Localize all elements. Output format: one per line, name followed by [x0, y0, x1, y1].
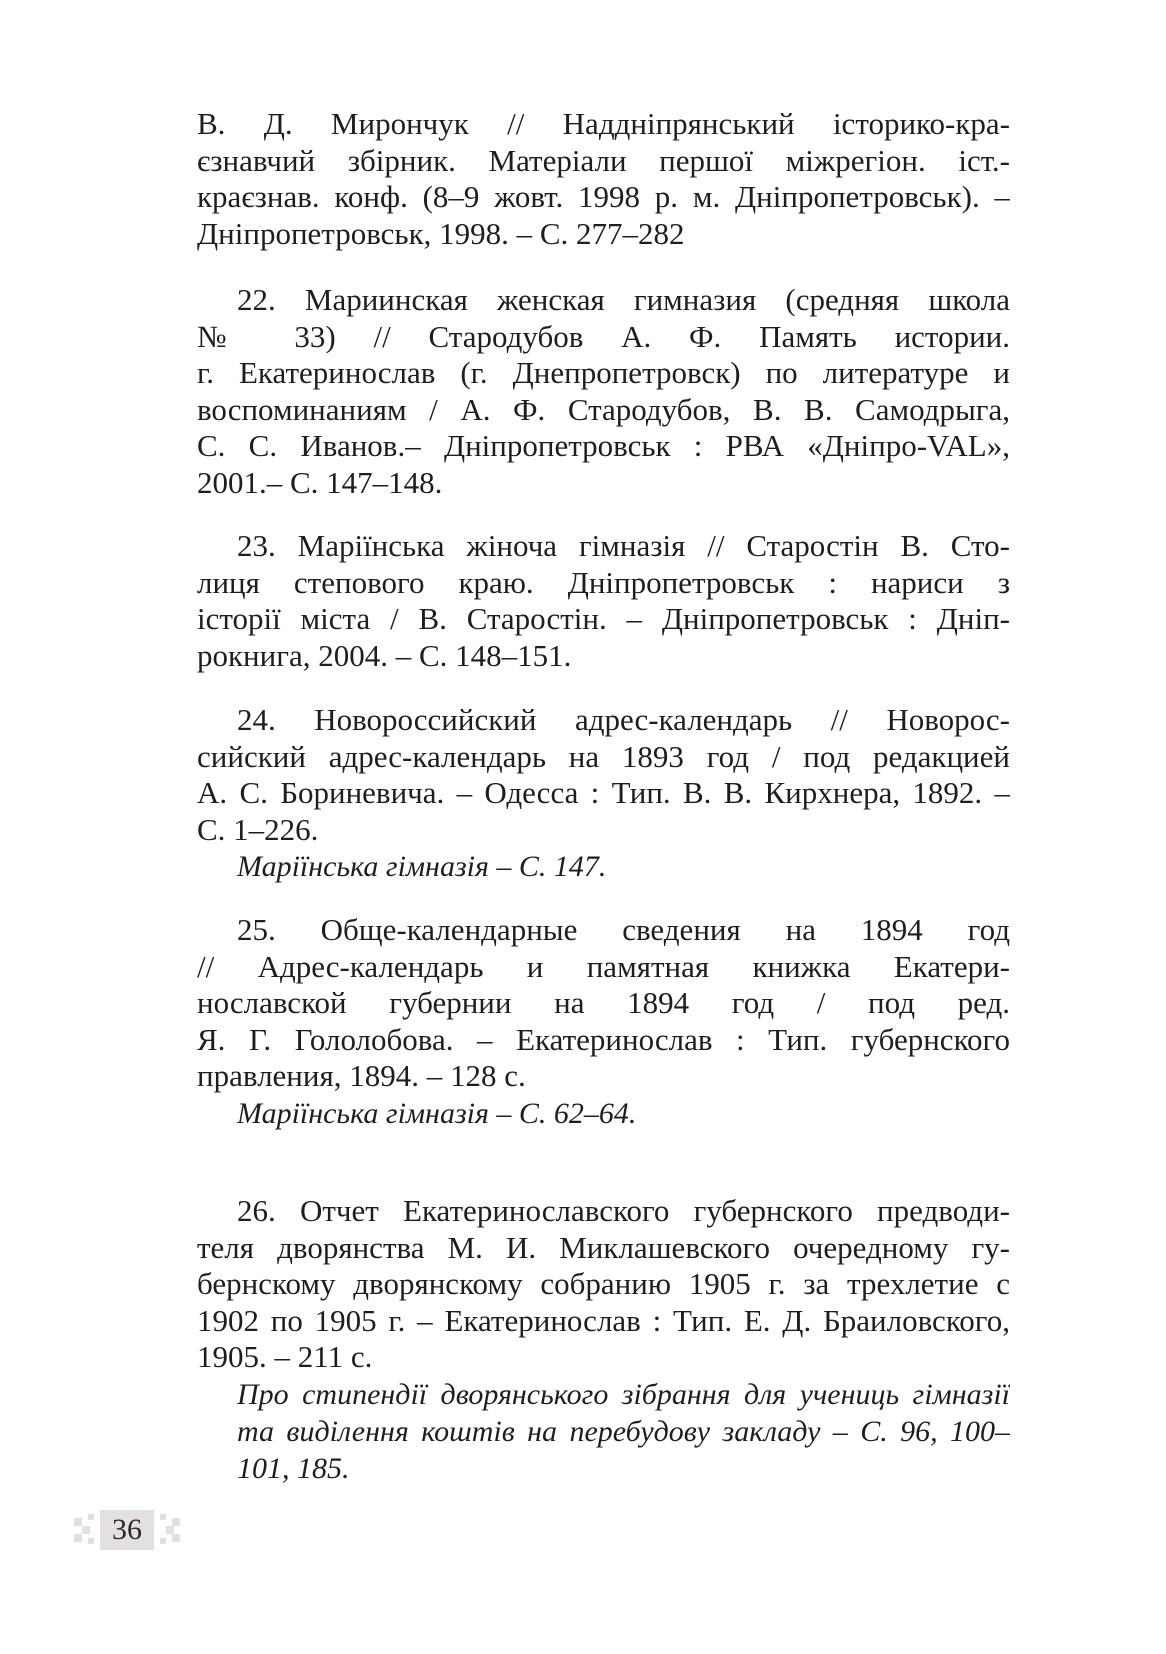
- entry-line: С. С. Иванов.– Дніпропетровськ : РВА «Дніпро-VAL»,: [197, 428, 1010, 463]
- entry-annotation: Маріїнська гімназія – С. 62–64.: [237, 1096, 637, 1130]
- entry-line: єзнавчий збірник. Матеріали першої міжрегіон. іст.-: [197, 142, 1010, 178]
- entry-line: 22. Мариинская женская гимназия (средняя школа: [237, 282, 1010, 317]
- entry-line: Дніпропетровськ, 1998. – С. 277–282: [197, 215, 685, 251]
- entry-line: В. Д. Мирончук // Наддніпрянський історико-кра-: [197, 106, 1010, 141]
- entry-line: А. С. Бориневича. – Одесса : Тип. В. В. Кирхнера, 1892. –: [197, 775, 1010, 810]
- entry-line: історії міста / В. Старостін. – Дніпропетровськ : Дніп-: [197, 601, 1010, 636]
- entry-line: С. 1–226.: [197, 811, 319, 847]
- entry-line: Я. Г. Гололобова. – Екатеринослав : Тип. губернского: [197, 1021, 1010, 1057]
- entry-annotation: Маріїнська гімназія – С. 147.: [237, 850, 607, 883]
- entry-line: № 33) // Стародубов А. Ф. Память истории.: [197, 318, 1010, 354]
- entry-line: // Адрес-календарь и памятная книжка Екатери-: [197, 948, 1010, 984]
- bibliography-entry-26: [197, 1193, 1010, 1487]
- bibliography-entry-22: [197, 282, 1010, 501]
- entry-line: 2001.– С. 147–148.: [197, 464, 443, 500]
- entry-annotation: та виділення коштів на перебудову закладу – С. 96, 100–: [237, 1414, 1010, 1448]
- entry-annotation: Про стипендії дворянського зібрання для учениць гімназії: [237, 1377, 1010, 1411]
- entry-line: лиця степового краю. Дніпропетровськ : нариси з: [197, 564, 1010, 600]
- bibliography-entry-23: [197, 528, 1010, 674]
- entry-line: бернскому дворянскому собранию 1905 г. за трехлетие с: [197, 1266, 1010, 1301]
- bibliography-entry-25: [197, 912, 1010, 1132]
- entry-line: 26. Отчет Екатеринославского губернского предводи-: [237, 1193, 1010, 1228]
- entry-annotation: 101, 185.: [237, 1451, 350, 1485]
- bibliography-entry-21-continued: [197, 106, 1010, 252]
- entry-line: теля дворянства М. И. Миклашевского очередному гу-: [197, 1229, 1010, 1265]
- entry-line: сийский адрес-календарь на 1893 год / под редакцией: [197, 738, 1010, 774]
- entry-line: нославской губернии на 1894 год / под ред.: [197, 985, 1010, 1020]
- entry-line: 1905. – 211 с.: [197, 1339, 373, 1374]
- entry-line: 1902 по 1905 г. – Екатеринослав : Тип. Е. Д. Браиловского,: [197, 1302, 1010, 1338]
- entry-line: воспоминаниям / А. Ф. Стародубов, В. В. Самодрыга,: [197, 391, 1010, 427]
- entry-line: рокнига, 2004. – С. 148–151.: [197, 637, 572, 673]
- entry-line: 25. Обще-календарные сведения на 1894 год: [237, 912, 1010, 947]
- entry-line: 24. Новороссийский адрес-календарь // Новорос-: [237, 702, 1010, 737]
- page-number-badge: [74, 1510, 180, 1550]
- entry-line: краєзнав. конф. (8–9 жовт. 1998 р. м. Дніпропетровськ). –: [197, 179, 1010, 214]
- bibliography-entry-24: [197, 702, 1010, 885]
- page-number: 36: [112, 1513, 142, 1546]
- entry-line: правления, 1894. – 128 с.: [197, 1058, 526, 1093]
- entry-line: г. Екатеринослав (г. Днепропетровск) по литературе и: [197, 355, 1010, 390]
- entry-line: 23. Маріїнська жіноча гімназія // Старостін В. Сто-: [237, 528, 1010, 563]
